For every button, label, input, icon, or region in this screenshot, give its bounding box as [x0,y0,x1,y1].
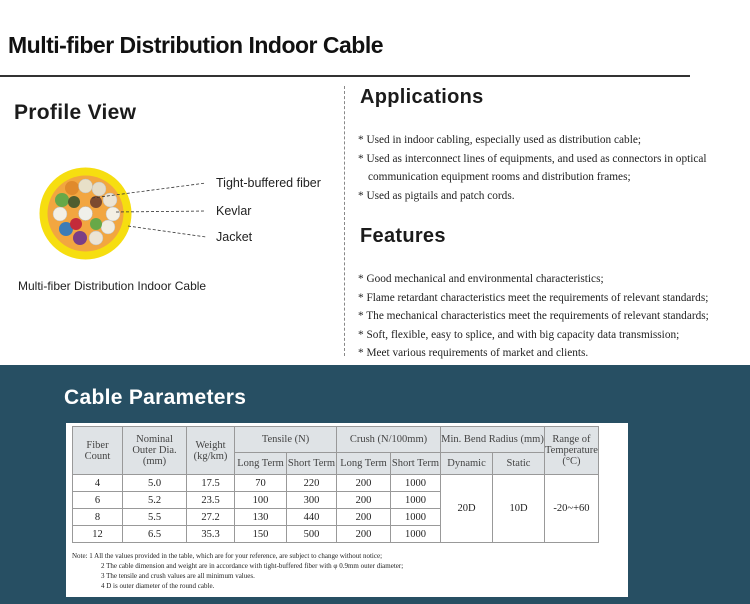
fiber-count-cell: 6 [73,492,123,509]
weight-header: Weight (kg/km) [187,427,235,475]
list-item: * Used as interconnect lines of equipments, and used as connectors in optical communication equipment rooms and distribution frames; [358,152,707,183]
fiber [79,207,93,221]
tensile-long-header: Long Term [235,453,287,475]
tensile-short-cell: 220 [287,475,337,492]
fiber [73,231,87,245]
tensile-short-cell: 500 [287,526,337,543]
fiber [79,179,93,193]
crush-long-header: Long Term [337,453,391,475]
outer-dia-cell: 6.5 [123,526,187,543]
outer-dia-header: Nominal Outer Dia. (mm) [123,427,187,475]
fiber-count-cell: 12 [73,526,123,543]
note-line: 3 The tensile and crush values are all minimum values. [101,572,255,580]
fiber-count-cell: 8 [73,509,123,526]
weight-cell: 27.2 [187,509,235,526]
fiber [101,220,115,234]
column-divider [344,86,345,356]
weight-cell: 35.3 [187,526,235,543]
title-rule [0,75,690,77]
dynamic-header: Dynamic [441,453,493,475]
jacket-label: Jacket [216,230,253,244]
tensile-long-cell: 100 [235,492,287,509]
parameters-table [72,426,599,543]
list-item: * Used in indoor cabling, especially used as distribution cable; [358,134,641,146]
note-line: 2 The cable dimension and weight are in accordance with tight-buffered fiber with φ 0.9mm outer diameter; [101,562,404,570]
list-item: * Flame retardant characteristics meet the requirements of relevant standards; [358,291,709,304]
table-notes [72,551,624,591]
outer-dia-cell: 5.2 [123,492,187,509]
crush-long-cell: 200 [337,492,391,509]
bend-radius-header: Min. Bend Radius (mm) [441,427,545,453]
cable-parameters-heading: Cable Parameters [64,386,247,409]
kevlar-label: Kevlar [216,204,252,218]
fiber [70,218,82,230]
crush-long-cell: 200 [337,475,391,492]
crush-short-cell: 1000 [391,475,441,492]
tensile-long-cell: 130 [235,509,287,526]
outer-dia-cell: 5.0 [123,475,187,492]
crush-long-cell: 200 [337,526,391,543]
tensile-short-cell: 440 [287,509,337,526]
crush-short-cell: 1000 [391,509,441,526]
weight-cell: 23.5 [187,492,235,509]
crush-short-header: Short Term [391,453,441,475]
temperature-header: Range of Temperature (°C) [545,427,599,475]
note-line: Note: 1 All the values provided in the table, which are for your reference, are subject to change without notice; [72,552,383,560]
features-heading: Features [360,225,446,247]
tensile-short-header: Short Term [287,453,337,475]
fiber [65,181,79,195]
fiber [90,196,102,208]
static-header: Static [493,453,545,475]
list-item: * Good mechanical and environmental characteristics; [358,273,604,285]
outer-dia-cell: 5.5 [123,509,187,526]
profile-view-heading: Profile View [14,101,137,124]
fiber [106,207,120,221]
crush-short-cell: 1000 [391,526,441,543]
list-item: * Meet various requirements of market and clients. [358,347,589,359]
tensile-short-cell: 300 [287,492,337,509]
tensile-long-cell: 70 [235,475,287,492]
weight-cell: 17.5 [187,475,235,492]
temperature-cell: -20~+60 [545,475,599,543]
parameters-panel [66,423,628,597]
tensile-long-cell: 150 [235,526,287,543]
fiber [90,218,102,230]
fiber [89,231,103,245]
list-item: * Soft, flexible, easy to splice, and with big capacity data transmission; [358,328,680,341]
fiber [53,207,67,221]
cable-cross-section [38,166,133,261]
note-line: 4 D is outer diameter of the round cable. [101,582,215,590]
tight-buffered-fiber-label: Tight-buffered fiber [216,176,321,190]
crush-long-cell: 200 [337,509,391,526]
dynamic-cell: 20D [441,475,493,543]
list-item: * The mechanical characteristics meet the requirements of relevant standards; [358,310,709,322]
crush-short-cell: 1000 [391,492,441,509]
fiber [92,182,106,196]
profile-caption: Multi-fiber Distribution Indoor Cable [18,279,207,293]
fiber [55,193,69,207]
crush-header: Crush (N/100mm) [337,427,441,453]
page-title: Multi-fiber Distribution Indoor Cable [8,32,384,58]
static-cell: 10D [493,475,545,543]
table-row [73,475,599,492]
fiber-count-cell: 4 [73,475,123,492]
features-list [358,270,743,363]
applications-heading: Applications [360,86,484,108]
applications-list [358,131,743,205]
fiber [103,193,117,207]
fiber [68,196,80,208]
tensile-header: Tensile (N) [235,427,337,453]
fiber-count-header: Fiber Count [73,427,123,475]
list-item: * Used as pigtails and patch cords. [358,189,515,202]
